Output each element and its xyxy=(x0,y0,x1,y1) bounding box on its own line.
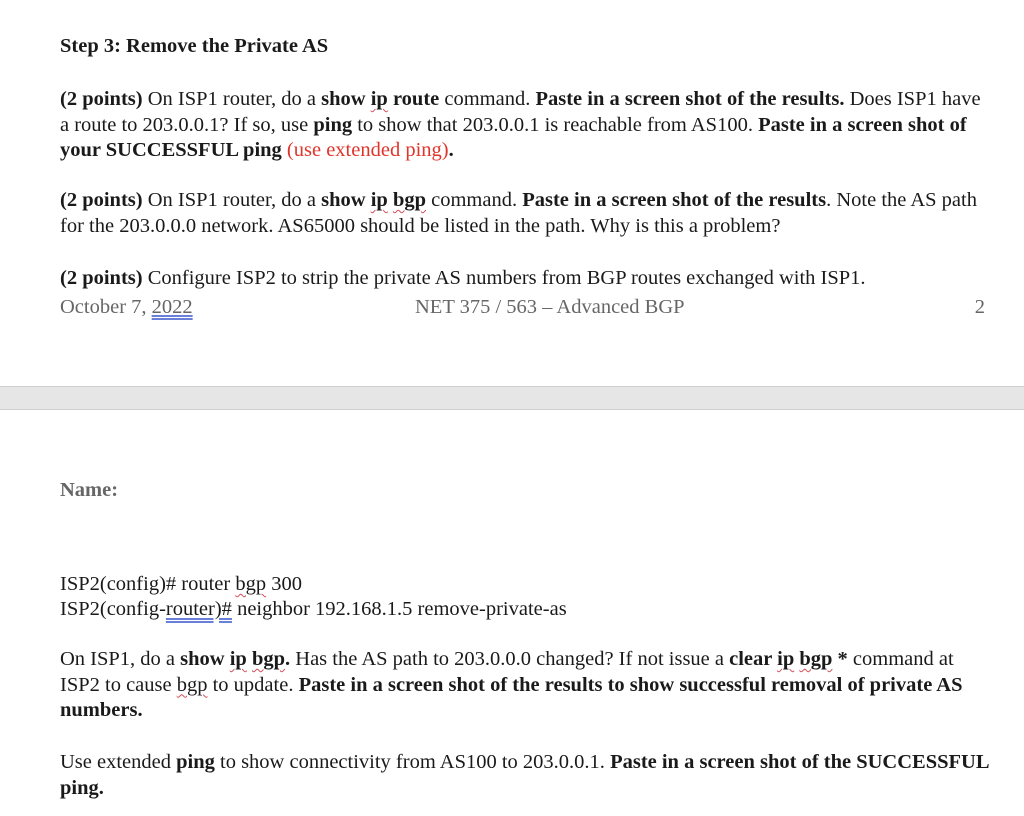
text-run: Has the AS path to 203.0.0.0 changed? If not issue a xyxy=(290,648,730,670)
instruction-bold: Paste in a screen shot of your SUCCESSFUL ping xyxy=(60,113,967,161)
instruction-bold: Paste in a screen shot of the SUCCESSFUL ping. xyxy=(60,751,989,799)
spellcheck-word: ip xyxy=(777,648,795,670)
footer-page-number: 2 xyxy=(974,296,985,318)
text-run: ISP2(config)# router xyxy=(60,573,236,595)
instruction-bold: Paste in a screen shot of the results. xyxy=(535,88,845,110)
command-text: clear xyxy=(729,648,778,670)
footer-date-text: October 7, xyxy=(60,296,152,318)
text-run: neighbor 192.168.1.5 remove-private-as xyxy=(231,598,567,620)
config-line-remove-private-as xyxy=(60,597,567,623)
command-text: show xyxy=(321,88,371,110)
text-run: . xyxy=(285,648,291,670)
header-name-label: Name: xyxy=(60,479,119,501)
command-text: route xyxy=(387,88,440,110)
spellcheck-word: bgp xyxy=(251,648,286,670)
config-line-router-bgp xyxy=(60,572,302,598)
spellcheck-word: ip xyxy=(229,648,247,670)
text-run: to update. xyxy=(207,673,299,696)
paragraph-show-ip-route xyxy=(60,87,990,164)
command-text: show xyxy=(180,648,230,670)
text-run: On ISP1 router, do a xyxy=(142,189,322,211)
text-run: Use extended xyxy=(60,751,177,773)
points-label: (2 points) xyxy=(60,267,143,289)
footer-date-year: 2022 xyxy=(151,296,193,318)
spellcheck-word: bgp xyxy=(799,648,833,670)
text-run: . Note the AS path for the 203.0.0.0 network. AS65000 should be listed in the path. Why is this a problem? xyxy=(60,189,977,237)
instruction-bold: Paste in a screen shot of the results to show successful removal of private AS numbers. xyxy=(60,673,963,721)
text-run: to show that 203.0.0.1 is reachable from AS100. xyxy=(352,113,759,136)
text-run: On ISP1, do a xyxy=(60,648,181,670)
paragraph-configure-isp2 xyxy=(60,266,995,292)
text-run: Configure ISP2 to strip the private AS numbers from BGP routes exchanged with ISP1. xyxy=(142,267,866,289)
text-run: command at ISP2 to cause xyxy=(60,648,954,696)
command-text: ping xyxy=(313,113,353,136)
text-run: On ISP1 router, do a xyxy=(142,88,322,110)
command-text: * xyxy=(832,648,848,670)
command-text: show xyxy=(321,189,371,211)
paragraph-show-ip-bgp xyxy=(60,188,995,239)
paragraph-extended-ping xyxy=(60,750,995,801)
spellcheck-word: bgp xyxy=(392,189,426,211)
footer-course: NET 375 / 563 – Advanced BGP xyxy=(415,296,685,318)
command-text: ping xyxy=(176,751,215,773)
text-run: 300 xyxy=(266,573,302,595)
text-run: Does ISP1 have a route to 203.0.0.1? If so, use xyxy=(60,88,981,136)
points-label: (2 points) xyxy=(60,88,143,110)
document-page-1 xyxy=(0,0,1024,386)
spellcheck-word: ip xyxy=(370,88,388,110)
page-footer xyxy=(60,296,990,322)
instruction-bold: Paste in a screen shot of the results xyxy=(522,189,827,211)
text-run: . xyxy=(448,139,454,161)
step-heading: Step 3: Remove the Private AS xyxy=(60,35,329,57)
red-note: (use extended ping) xyxy=(281,139,449,161)
page-break xyxy=(0,386,1024,410)
paragraph-clear-ip-bgp xyxy=(60,647,995,724)
footer-date xyxy=(60,296,193,319)
spellcheck-word: ip xyxy=(370,189,388,211)
grammar-check-word: router)# xyxy=(165,598,232,620)
points-label: (2 points) xyxy=(60,189,143,211)
spellcheck-word: bgp xyxy=(176,673,208,696)
text-run: command. xyxy=(426,189,523,211)
text-run: command. xyxy=(439,88,536,110)
text-run: to show connectivity from AS100 to 203.0.0.1. xyxy=(214,751,611,773)
spellcheck-word: bgp xyxy=(235,573,267,595)
text-run: ISP2(config- xyxy=(60,598,166,620)
